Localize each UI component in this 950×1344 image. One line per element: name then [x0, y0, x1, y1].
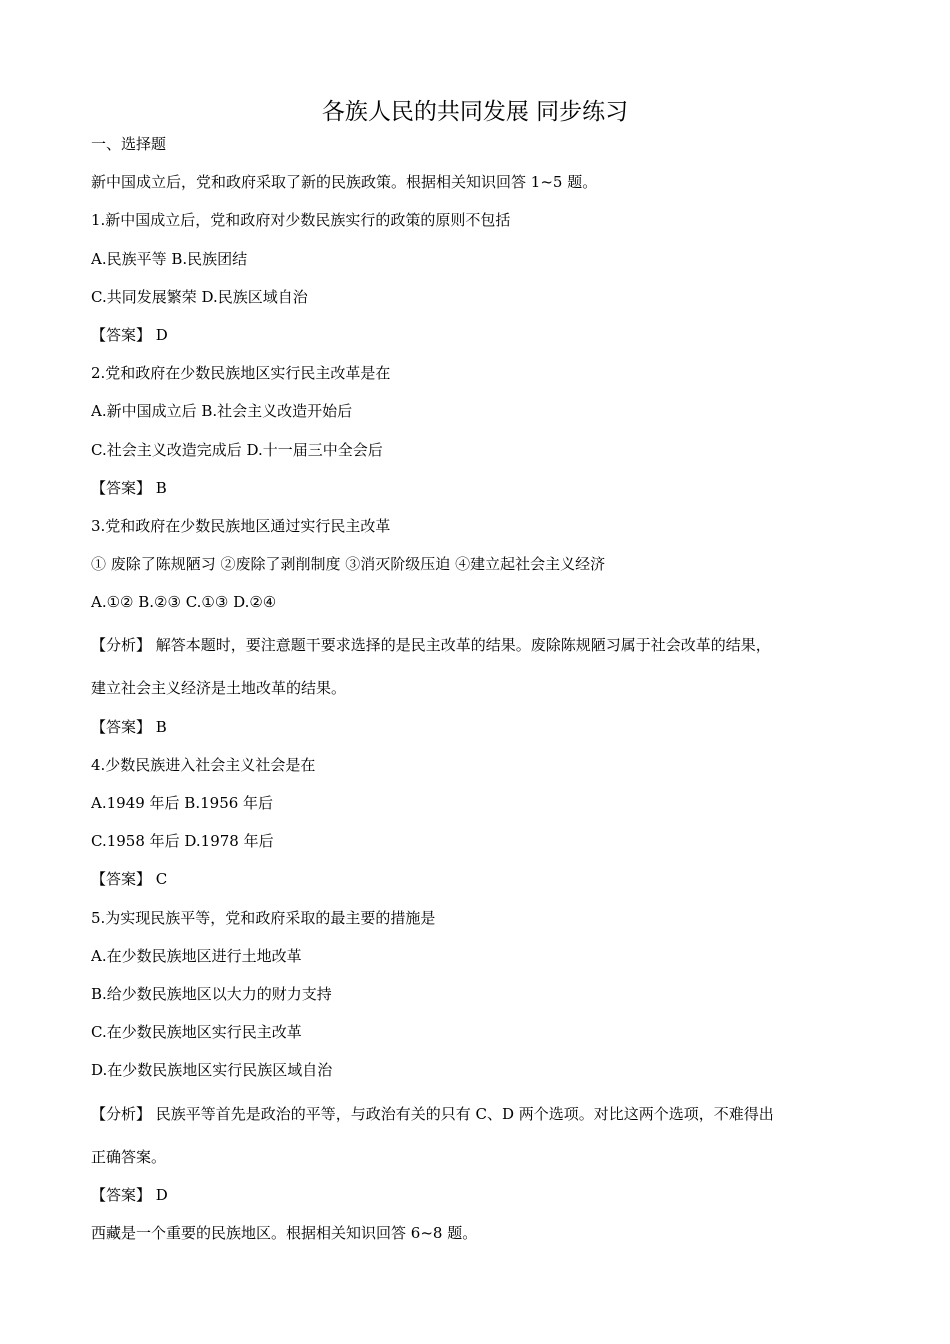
question-1: 1.新中国成立后，党和政府对少数民族实行的政策的原则不包括 — [91, 211, 511, 230]
question-2-answer: 【答案】 B — [91, 478, 167, 497]
question-1-answer: 【答案】 D — [91, 325, 168, 344]
question-5-option-c: C.在少数民族地区实行民主改革 — [91, 1023, 302, 1042]
question-3: 3.党和政府在少数民族地区通过实行民主改革 — [91, 516, 391, 535]
question-3-statements: ① 废除了陈规陋习 ②废除了剥削制度 ③消灭阶级压迫 ④建立起社会主义经济 — [91, 555, 606, 574]
question-3-analysis: 【分析】 解答本题时，要注意题干要求选择的是民主改革的结果。废除陈规陋习属于社会改革的结果， — [91, 636, 771, 655]
document-title: 各族人民的共同发展 同步练习 — [321, 99, 629, 125]
question-1-options-ab: A.民族平等 B.民族团结 — [91, 249, 248, 268]
question-2: 2.党和政府在少数民族地区实行民主改革是在 — [91, 364, 391, 383]
question-4-options-cd: C.1958 年后 D.1978 年后 — [91, 832, 274, 851]
question-5-option-b: B.给少数民族地区以大力的财力支持 — [91, 984, 332, 1003]
question-4-options-ab: A.1949 年后 B.1956 年后 — [91, 794, 274, 812]
group-intro-2: 西藏是一个重要的民族地区。根据相关知识回答 6~8 题。 — [91, 1223, 478, 1242]
question-4: 4.少数民族进入社会主义社会是在 — [91, 755, 316, 774]
question-5-analysis-continued: 正确答案。 — [91, 1147, 167, 1166]
question-2-options-ab: A.新中国成立后 B.社会主义改造开始后 — [91, 402, 353, 421]
group-intro: 新中国成立后，党和政府采取了新的民族政策。根据相关知识回答 1~5 题。 — [91, 173, 598, 192]
question-1-options-cd: C.共同发展繁荣 D.民族区域自治 — [91, 287, 308, 306]
question-3-analysis-continued: 建立社会主义经济是土地改革的结果。 — [91, 679, 347, 698]
question-5: 5.为实现民族平等，党和政府采取的最主要的措施是 — [91, 908, 436, 927]
question-5-option-d: D.在少数民族地区实行民族区域自治 — [91, 1061, 333, 1080]
question-2-options-cd: C.社会主义改造完成后 D.十一届三中全会后 — [91, 440, 383, 459]
question-4-answer: 【答案】 C — [91, 870, 168, 889]
question-3-options: A.①② B.②③ C.①③ D.②④ — [91, 593, 277, 612]
question-5-analysis: 【分析】 民族平等首先是政治的平等，与政治有关的只有 C、D 两个选项。对比这两个选项，不难得出 — [91, 1104, 774, 1123]
question-5-answer: 【答案】 D — [91, 1185, 168, 1204]
document-body — [91, 125, 863, 1252]
section-heading: 一、选择题 — [91, 135, 167, 153]
question-5-option-a: A.在少数民族地区进行土地改革 — [91, 946, 302, 965]
question-3-answer: 【答案】 B — [91, 717, 167, 736]
